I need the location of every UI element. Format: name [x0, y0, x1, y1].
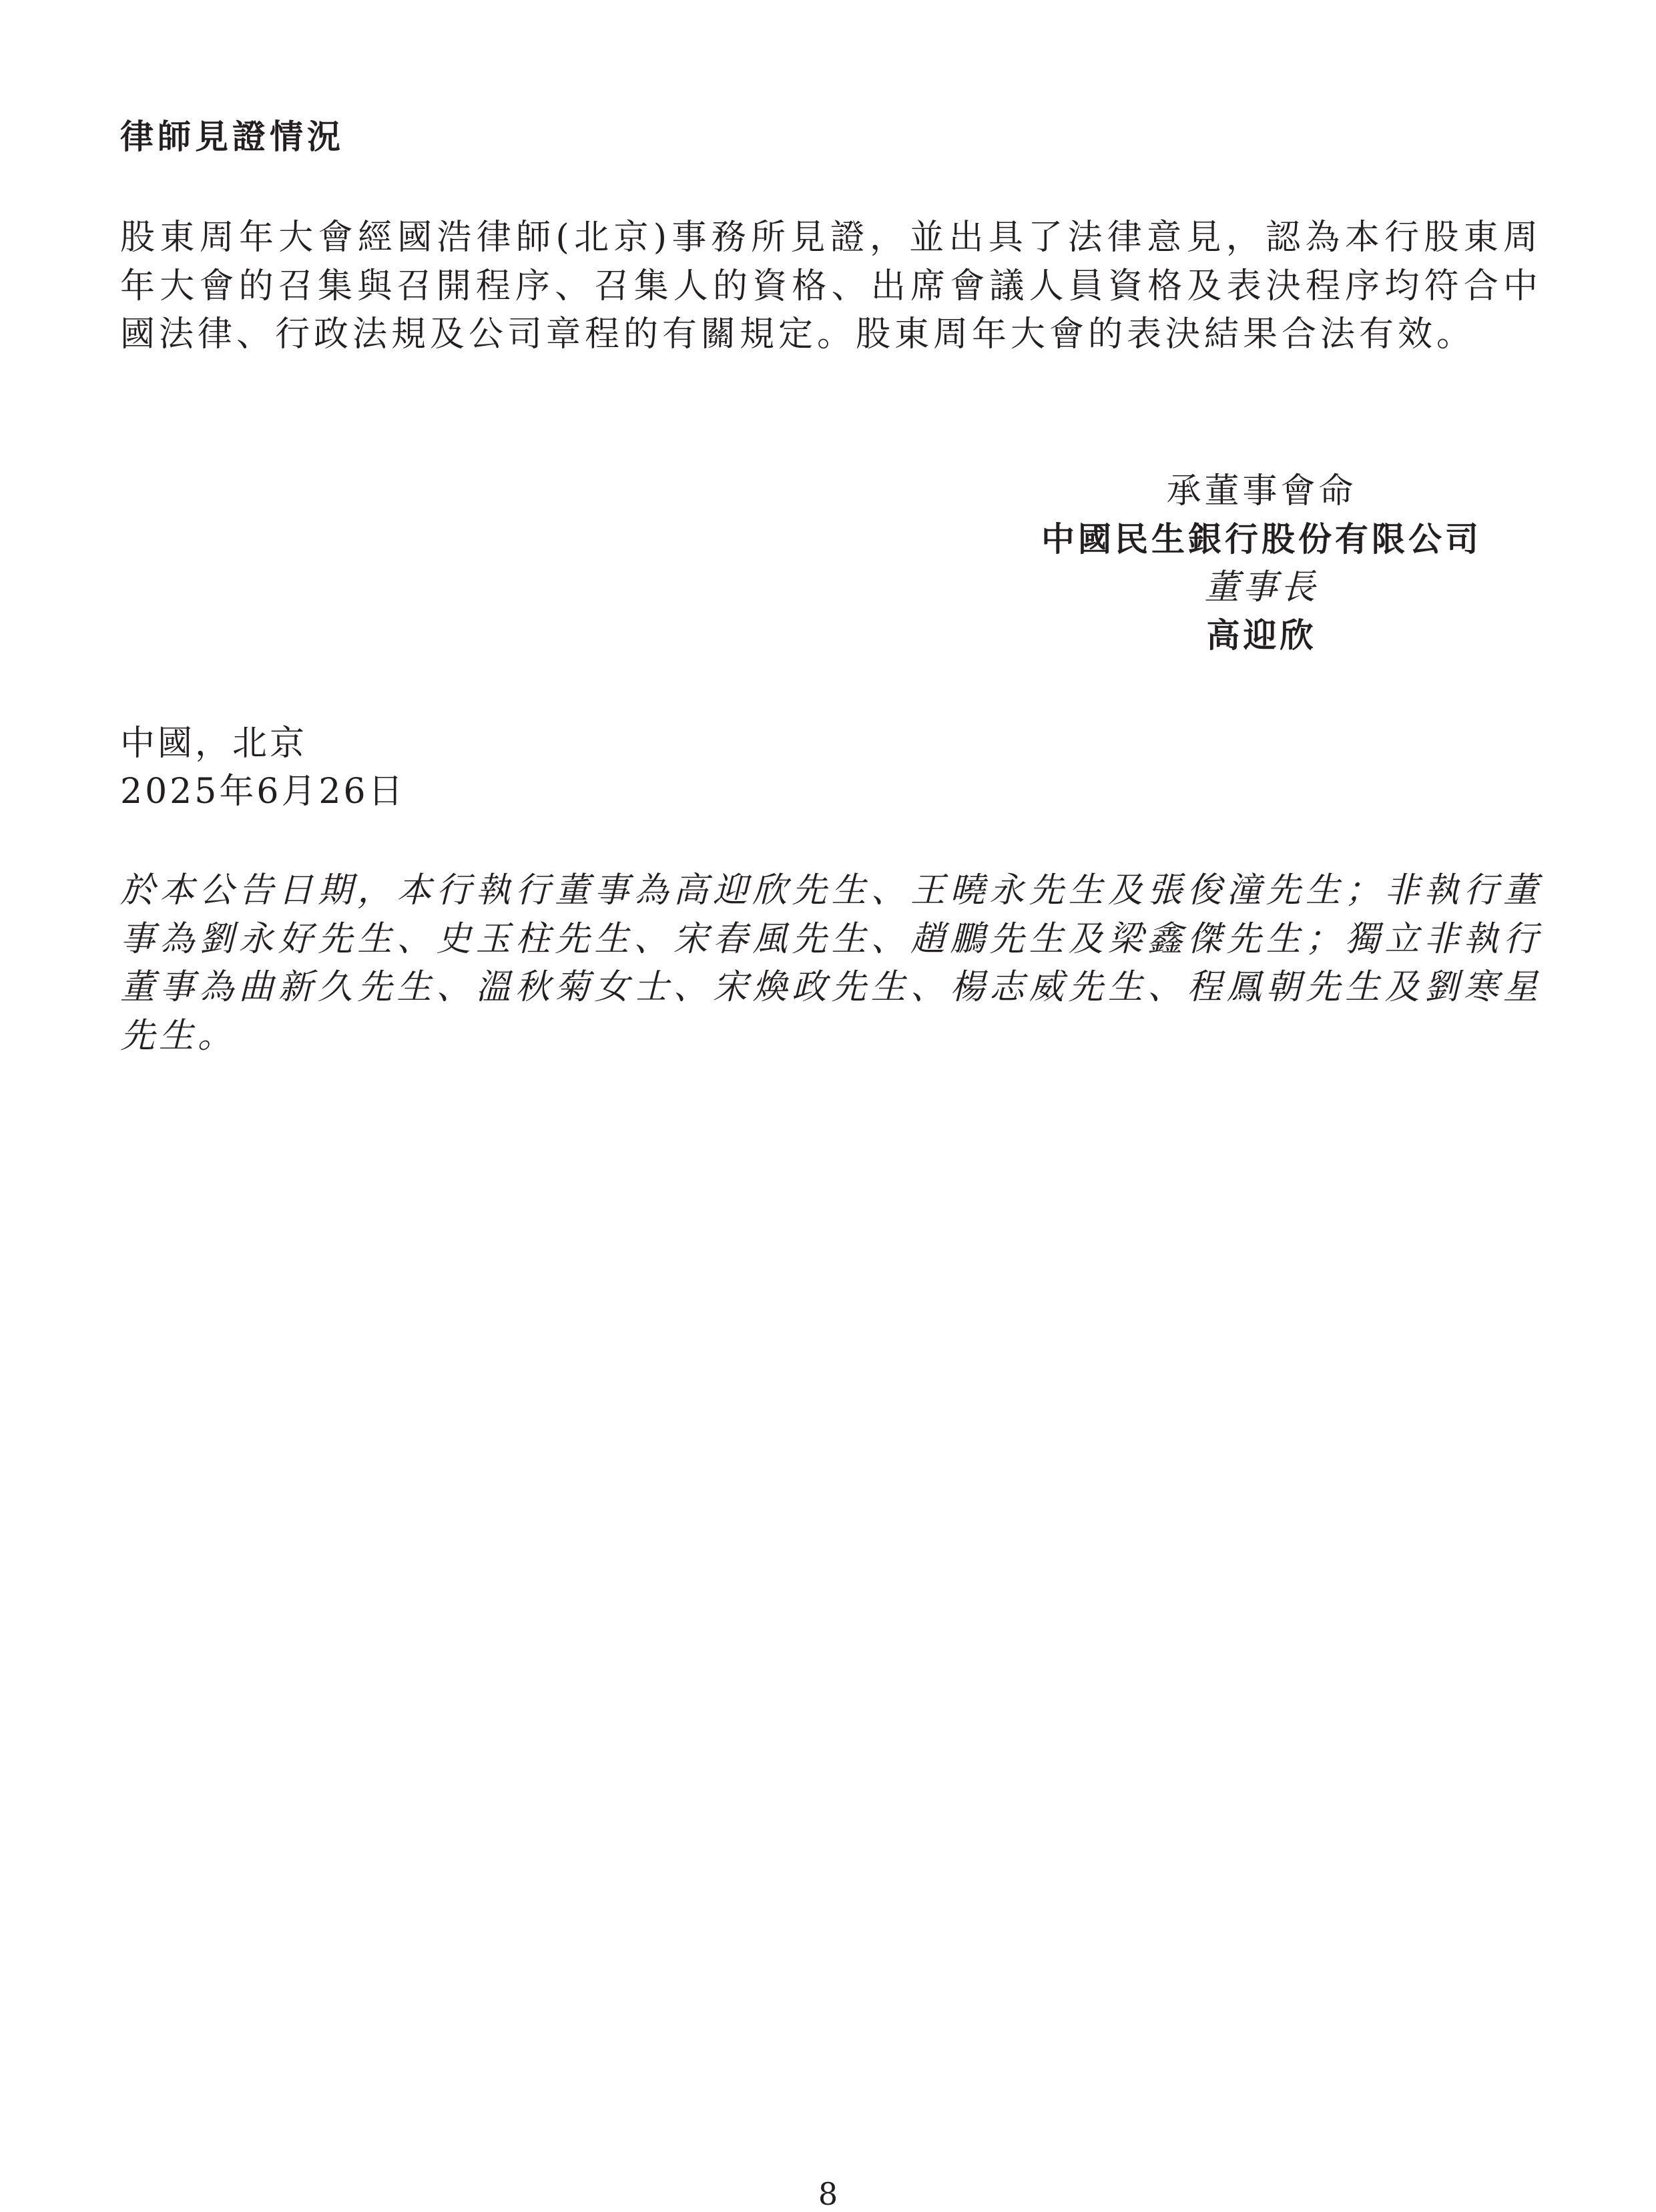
company-name: 中國民生銀行股份有限公司 [1041, 520, 1482, 559]
date: 2025年6月26日 [120, 772, 406, 812]
signature-block [995, 467, 1529, 659]
chairman-name: 高迎欣 [1206, 616, 1317, 655]
section-heading: 律師見證情況 [120, 117, 344, 156]
chairman-title: 董事長 [1204, 567, 1319, 607]
by-order-line: 承董事會命 [1166, 471, 1357, 511]
directors-statement: 於本公告日期，本行執行董事為高迎欣先生、王曉永先生及張俊潼先生；非執行董事為劉永好先生、史玉柱先生、宋春風先生、趙鵬先生及梁鑫傑先生；獨立非執行董事為曲新久先生、溫秋菊女士、宋煥政先生、楊志威先生、程鳳朝先生及劉寒星先生。 [120, 870, 1542, 1056]
place: 中國，北京 [120, 724, 308, 764]
page-number: 8 [818, 2176, 838, 2212]
lawyer-witness-paragraph: 股東周年大會經國浩律師(北京)事務所見證，並出具了法律意見，認為本行股東周年大會的召集與召開程序、召集人的資格、出席會議人員資格及表決程序均符合中國法律、行政法規及公司章程的有關規定。股東周年大會的表決結果合法有效。 [120, 218, 1542, 354]
place-date-block [120, 720, 406, 816]
